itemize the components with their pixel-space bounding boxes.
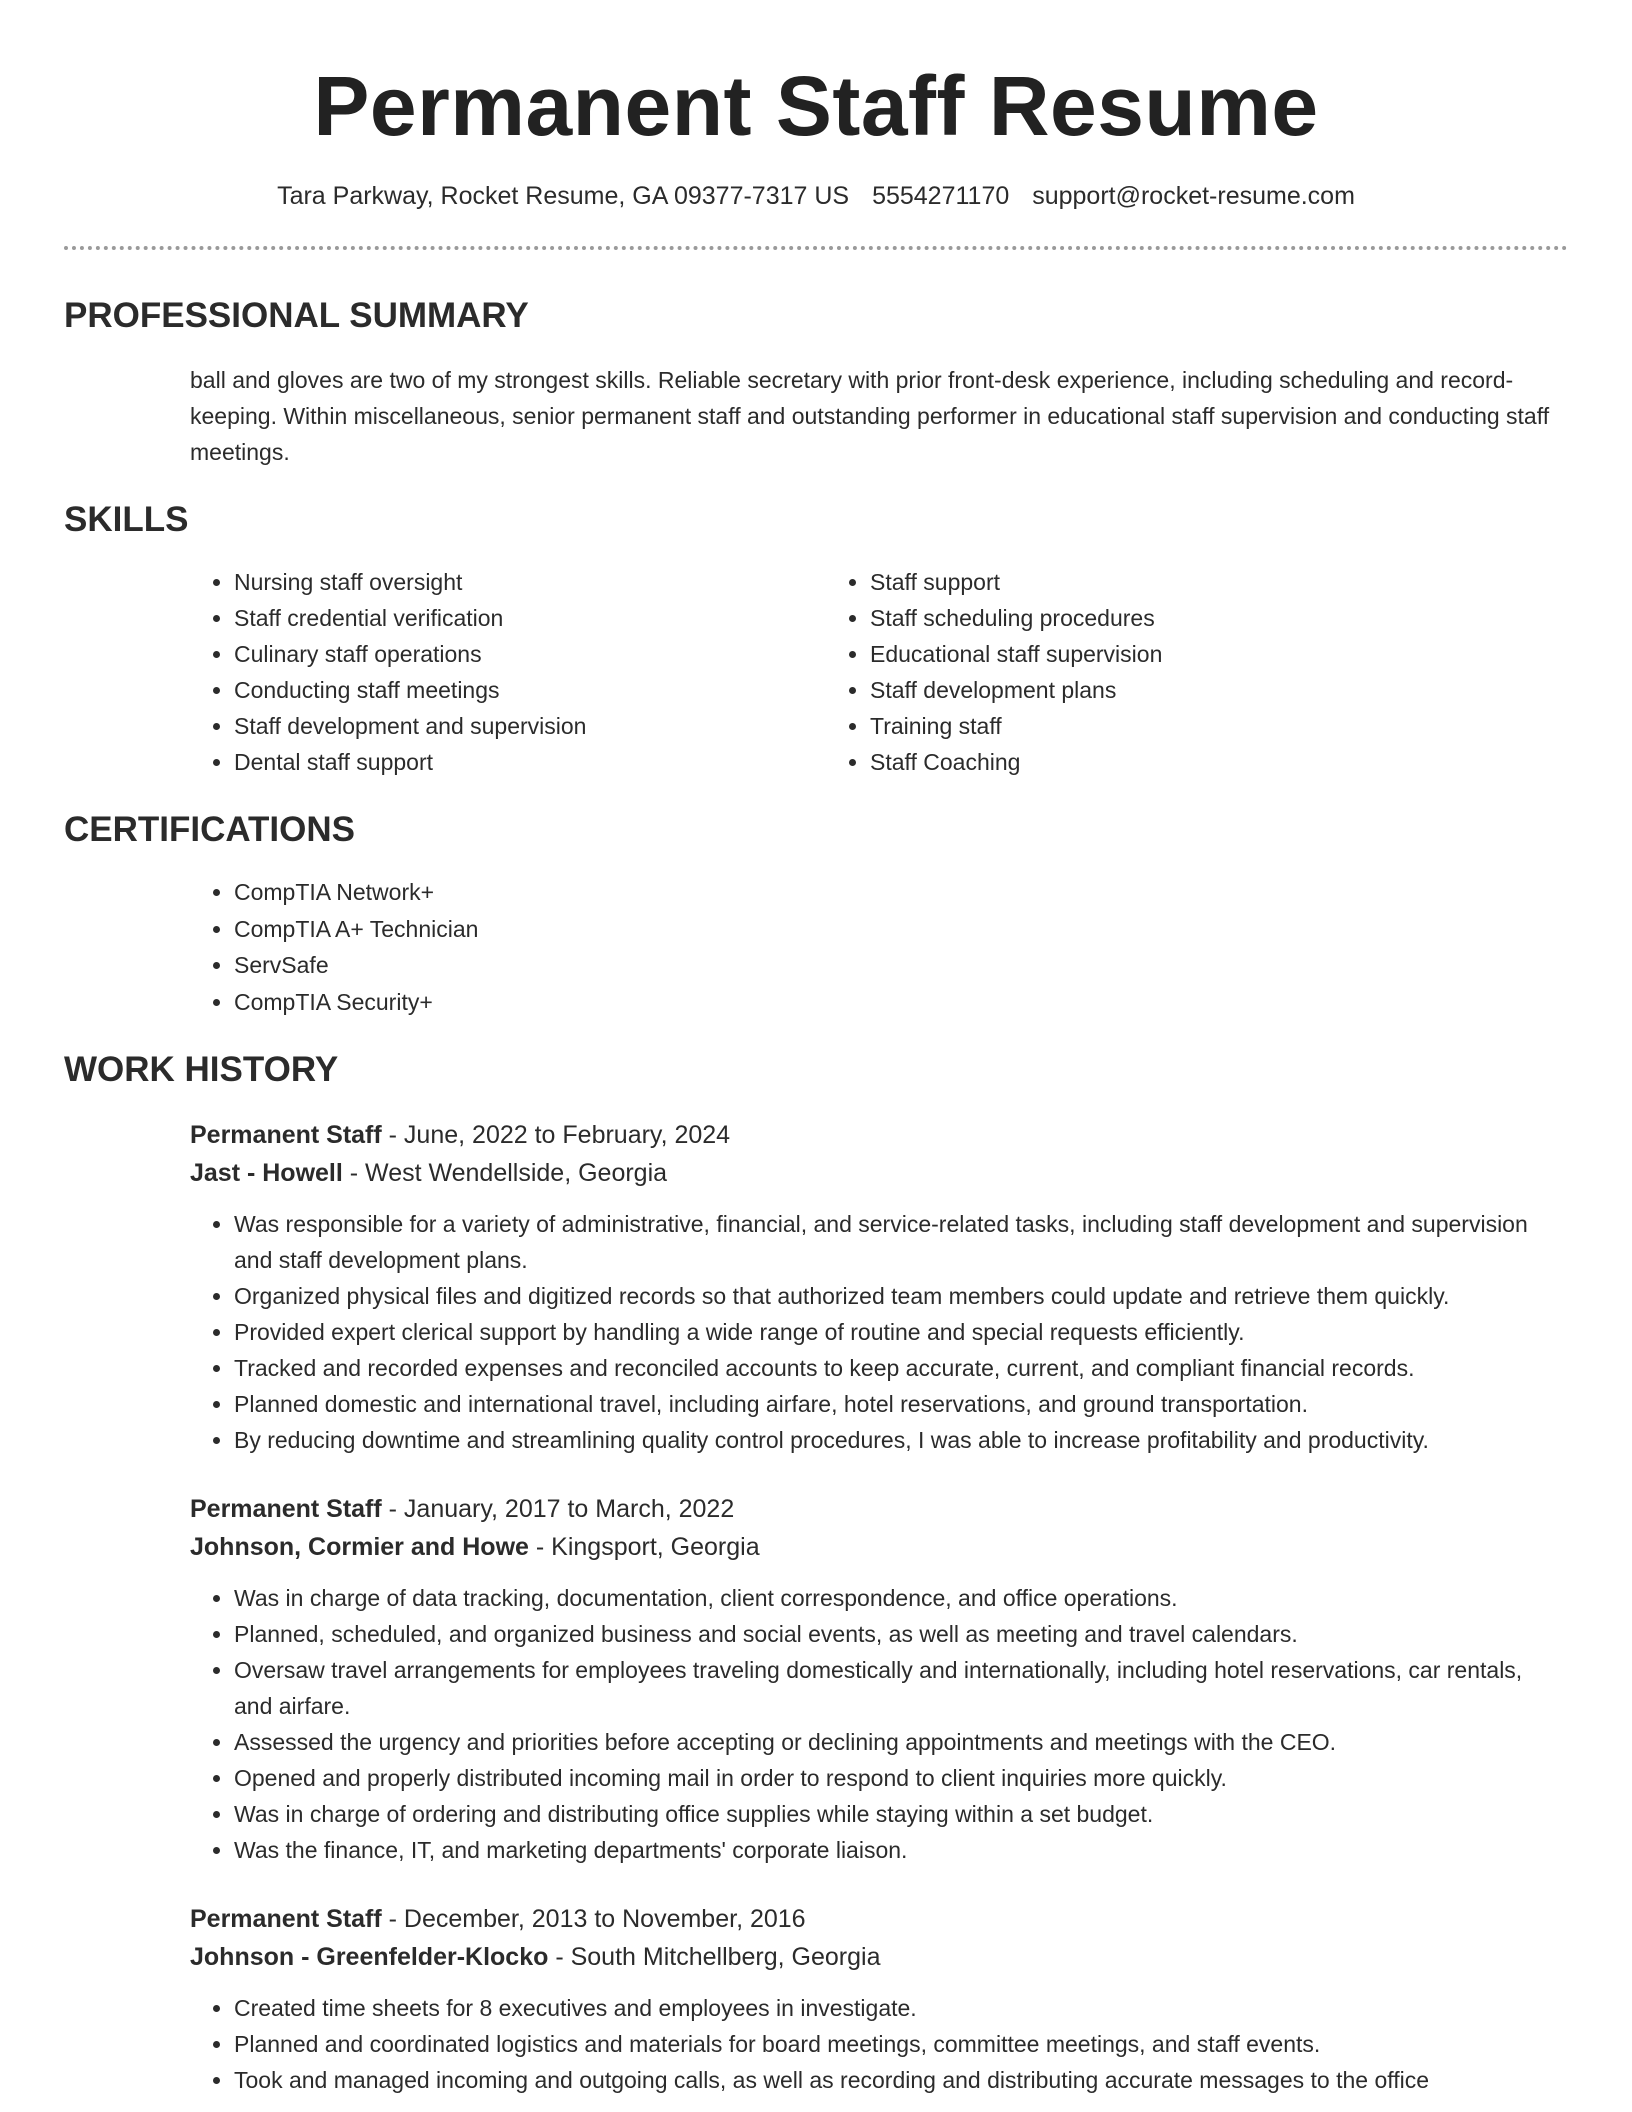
job-company: Jast - Howell: [190, 1159, 343, 1187]
certification-item: • CompTIA Network+: [234, 874, 1568, 911]
job-dates: - June, 2022 to February, 2024: [381, 1121, 731, 1149]
contact-email: support@rocket-resume.com: [1032, 182, 1355, 210]
work-history-heading: WORK HISTORY: [64, 1050, 339, 1089]
skills-heading: SKILLS: [64, 500, 189, 539]
job-bullet: • Provided expert clerical support by handling a wide range of routine and special requests efficiently.: [234, 1314, 1568, 1350]
job-bullet: • Planned domestic and international travel, including airfare, hotel reservations, and ground transportation.: [234, 1386, 1568, 1422]
job-company-line: [190, 1154, 1568, 1192]
skill-item: • Staff development plans: [870, 672, 1162, 708]
certification-item: • CompTIA A+ Technician: [234, 911, 1568, 948]
header-divider: [64, 246, 1568, 250]
job-company: Johnson - Greenfelder-Klocko: [190, 1943, 549, 1971]
skill-item: • Conducting staff meetings: [234, 672, 826, 708]
job-company-line: [190, 1938, 1568, 1976]
job-bullet: • Was responsible for a variety of administrative, financial, and service-related tasks, including staff development and supervision and staff development plans.: [234, 1206, 1568, 1278]
job-title-line: [190, 1900, 1568, 1938]
contact-phone: 5554271170: [872, 182, 1010, 210]
certifications-list: [190, 874, 1568, 1020]
skill-item: • Training staff: [870, 708, 1162, 744]
job-title: Permanent Staff: [190, 1905, 382, 1933]
skill-item: • Culinary staff operations: [234, 636, 826, 672]
job-title-line: [190, 1490, 1568, 1528]
job-bullet: • Oversaw travel arrangements for employees traveling domestically and internationally, including hotel reservations, car rentals, and airfare.: [234, 1652, 1568, 1724]
job-entry: [190, 1490, 1568, 1868]
skills-column-left: [190, 564, 826, 780]
skill-item: • Staff development and supervision: [234, 708, 826, 744]
job-bullet: • Planned and coordinated logistics and materials for board meetings, committee meetings, and staff events.: [234, 2026, 1568, 2062]
skill-item: • Nursing staff oversight: [234, 564, 826, 600]
job-bullet: • Was in charge of data tracking, documentation, client correspondence, and office operations.: [234, 1580, 1568, 1616]
job-title-line: [190, 1116, 1568, 1154]
job-title: Permanent Staff: [190, 1121, 382, 1149]
summary-heading: PROFESSIONAL SUMMARY: [64, 296, 529, 335]
job-bullet: • Tracked and recorded expenses and reconciled accounts to keep accurate, current, and compliant financial records.: [234, 1350, 1568, 1386]
job-bullet: • Created time sheets for 8 executives and employees in investigate.: [234, 1990, 1568, 2026]
job-dates: - December, 2013 to November, 2016: [381, 1905, 806, 1933]
skills-list: [190, 564, 1568, 780]
job-bullet: • Assessed the urgency and priorities before accepting or declining appointments and meetings with the CEO.: [234, 1724, 1568, 1760]
resume-title: Permanent Staff Resume: [313, 59, 1319, 153]
summary-text: ball and gloves are two of my strongest skills. Reliable secretary with prior front-desk experience, including scheduling and record-keeping. Within miscellaneous, senior permanent staff and outstanding performer in educational staff supervision and conducting staff meetings.: [190, 367, 1550, 465]
skill-item: • Staff credential verification: [234, 600, 826, 636]
skill-item: • Staff Coaching: [870, 744, 1162, 780]
contact-line: [64, 180, 1568, 212]
job-location: - Kingsport, Georgia: [528, 1533, 760, 1561]
skill-item: • Educational staff supervision: [870, 636, 1162, 672]
skill-item: • Staff support: [870, 564, 1162, 600]
job-dates: - January, 2017 to March, 2022: [381, 1495, 735, 1523]
job-bullet: • Organized physical files and digitized records so that authorized team members could update and retrieve them quickly.: [234, 1278, 1568, 1314]
job-entry: [190, 1900, 1568, 2098]
skills-column-right: [826, 564, 1162, 780]
job-bullet: • Took and managed incoming and outgoing calls, as well as recording and distributing accurate messages to the office: [234, 2062, 1568, 2098]
certification-item: • ServSafe: [234, 947, 1568, 984]
job-bullet: • By reducing downtime and streamlining quality control procedures, I was able to increase profitability and productivity.: [234, 1422, 1568, 1458]
job-bullets: [190, 1990, 1568, 2098]
skill-item: • Staff scheduling procedures: [870, 600, 1162, 636]
job-bullet: • Opened and properly distributed incoming mail in order to respond to client inquiries more quickly.: [234, 1760, 1568, 1796]
job-bullet: • Was in charge of ordering and distributing office supplies while staying within a set budget.: [234, 1796, 1568, 1832]
job-bullets: [190, 1206, 1568, 1458]
job-bullet: • Planned, scheduled, and organized business and social events, as well as meeting and travel calendars.: [234, 1616, 1568, 1652]
resume-page: [64, 0, 1568, 2098]
contact-address: Tara Parkway, Rocket Resume, GA 09377-7317 US: [277, 182, 850, 210]
job-bullet: • Was the finance, IT, and marketing departments' corporate liaison.: [234, 1832, 1568, 1868]
certification-item: • CompTIA Security+: [234, 984, 1568, 1021]
skill-item: • Dental staff support: [234, 744, 826, 780]
job-location: - West Wendellside, Georgia: [342, 1159, 668, 1187]
job-company-line: [190, 1528, 1568, 1566]
certifications-heading: CERTIFICATIONS: [64, 810, 356, 849]
job-company: Johnson, Cormier and Howe: [190, 1533, 529, 1561]
job-bullets: [190, 1580, 1568, 1868]
job-title: Permanent Staff: [190, 1495, 382, 1523]
job-location: - South Mitchellberg, Georgia: [548, 1943, 881, 1971]
job-entry: [190, 1116, 1568, 1458]
